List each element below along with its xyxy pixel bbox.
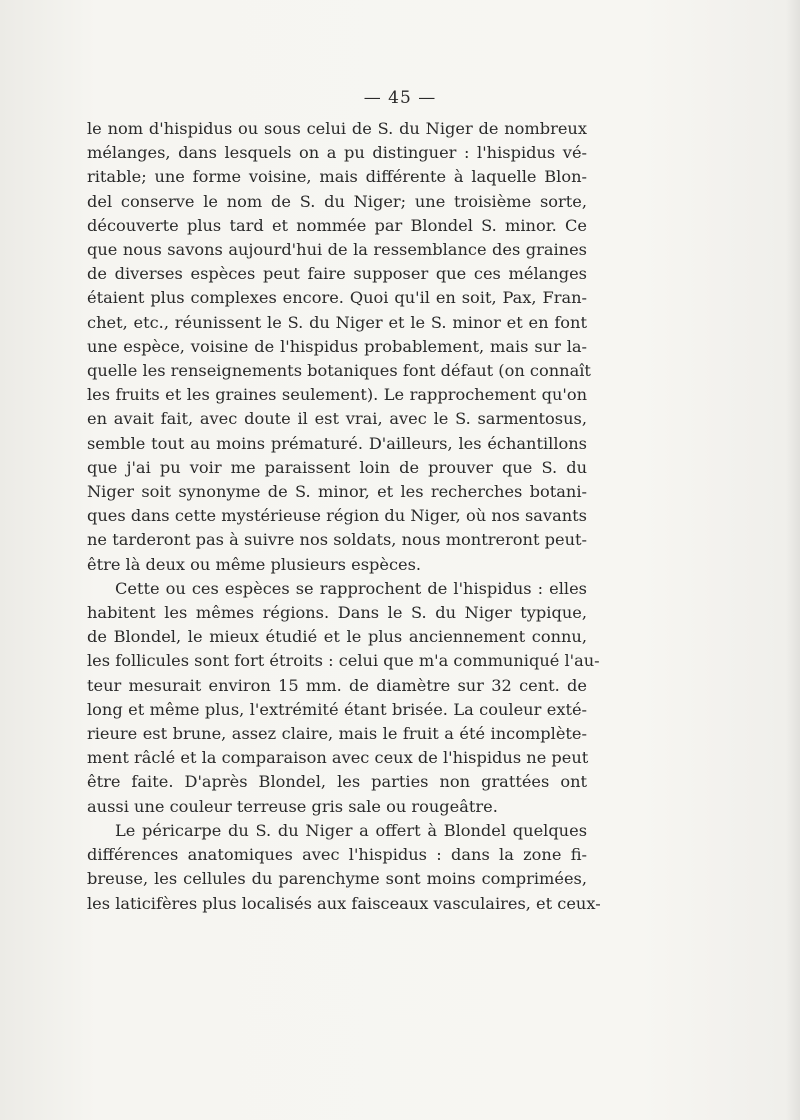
text-line: de Blondel, le mieux étudié et le plus anciennement connu, (87, 627, 587, 647)
text-line: les follicules sont fort étroits : celui que m'a communiqué l'au- (87, 651, 600, 671)
text-line: Cette ou ces espèces se rapprochent de l'hispidus : elles (115, 578, 587, 598)
body-text (87, 117, 601, 916)
page-edge-shadow (786, 0, 800, 1120)
text-line: les fruits et les graines seulement). Le rapprochement qu'on (87, 385, 587, 405)
text-line: ment râclé et la comparaison avec ceux de l'hispidus ne peut (87, 748, 589, 768)
text-line: découverte plus tard et nommée par Blondel S. minor. Ce (87, 215, 587, 235)
text-line: del conserve le nom de S. du Niger; une troisième sorte, (87, 191, 587, 211)
text-line: Niger soit synonyme de S. minor, et les recherches botani- (87, 482, 587, 502)
text-line: rieure est brune, assez claire, mais le fruit a été incomplète- (87, 724, 587, 744)
text-line: étaient plus complexes encore. Quoi qu'il en soit, Pax, Fran- (87, 288, 587, 308)
text-line: habitent les mêmes régions. Dans le S. du Niger typique, (87, 603, 587, 623)
text-line: teur mesurait environ 15 mm. de diamètre sur 32 cent. de (87, 675, 587, 695)
text-line: que j'ai pu voir me paraissent loin de prouver que S. du (87, 457, 587, 477)
text-line: être faite. D'après Blondel, les parties non grattées ont (87, 772, 587, 792)
text-line: une espèce, voisine de l'hispidus probablement, mais sur la- (87, 336, 587, 356)
text-line: être là deux ou même plusieurs espèces. (87, 554, 422, 574)
page-number: — 45 — (363, 88, 437, 108)
text-line: les laticifères plus localisés aux faisceaux vasculaires, et ceux- (87, 893, 601, 913)
text-line: le nom d'hispidus ou sous celui de S. du Niger de nombreux (87, 119, 587, 138)
text-line: en avait fait, avec doute il est vrai, avec le S. sarmentosus, (87, 409, 587, 429)
text-line: que nous savons aujourd'hui de la ressemblance des graines (87, 240, 587, 260)
text-line: breuse, les cellules du parenchyme sont moins comprimées, (87, 869, 587, 889)
text-line: ne tarderont pas à suivre nos soldats, nous montreront peut- (87, 530, 587, 550)
text-line: différences anatomiques avec l'hispidus : dans la zone fi- (87, 845, 587, 865)
text-line: mélanges, dans lesquels on a pu distinguer : l'hispidus vé- (87, 143, 587, 163)
text-line: de diverses espèces peut faire supposer que ces mélanges (87, 264, 587, 284)
text-line: quelle les renseignements botaniques font défaut (on connaît (87, 361, 591, 381)
text-line: aussi une couleur terreuse gris sale ou rougeâtre. (87, 796, 498, 816)
text-line: semble tout au moins prématuré. D'ailleurs, les échantillons (87, 433, 587, 453)
text-line: chet, etc., réunissent le S. du Niger et le S. minor et en font (87, 312, 587, 332)
text-line: ques dans cette mystérieuse région du Niger, où nos savants (87, 506, 587, 526)
text-line: Le péricarpe du S. du Niger a offert à Blondel quelques (115, 820, 587, 840)
text-line: ritable; une forme voisine, mais différente à laquelle Blon- (87, 167, 587, 187)
text-line: long et même plus, l'extrémité étant brisée. La couleur exté- (87, 699, 587, 719)
